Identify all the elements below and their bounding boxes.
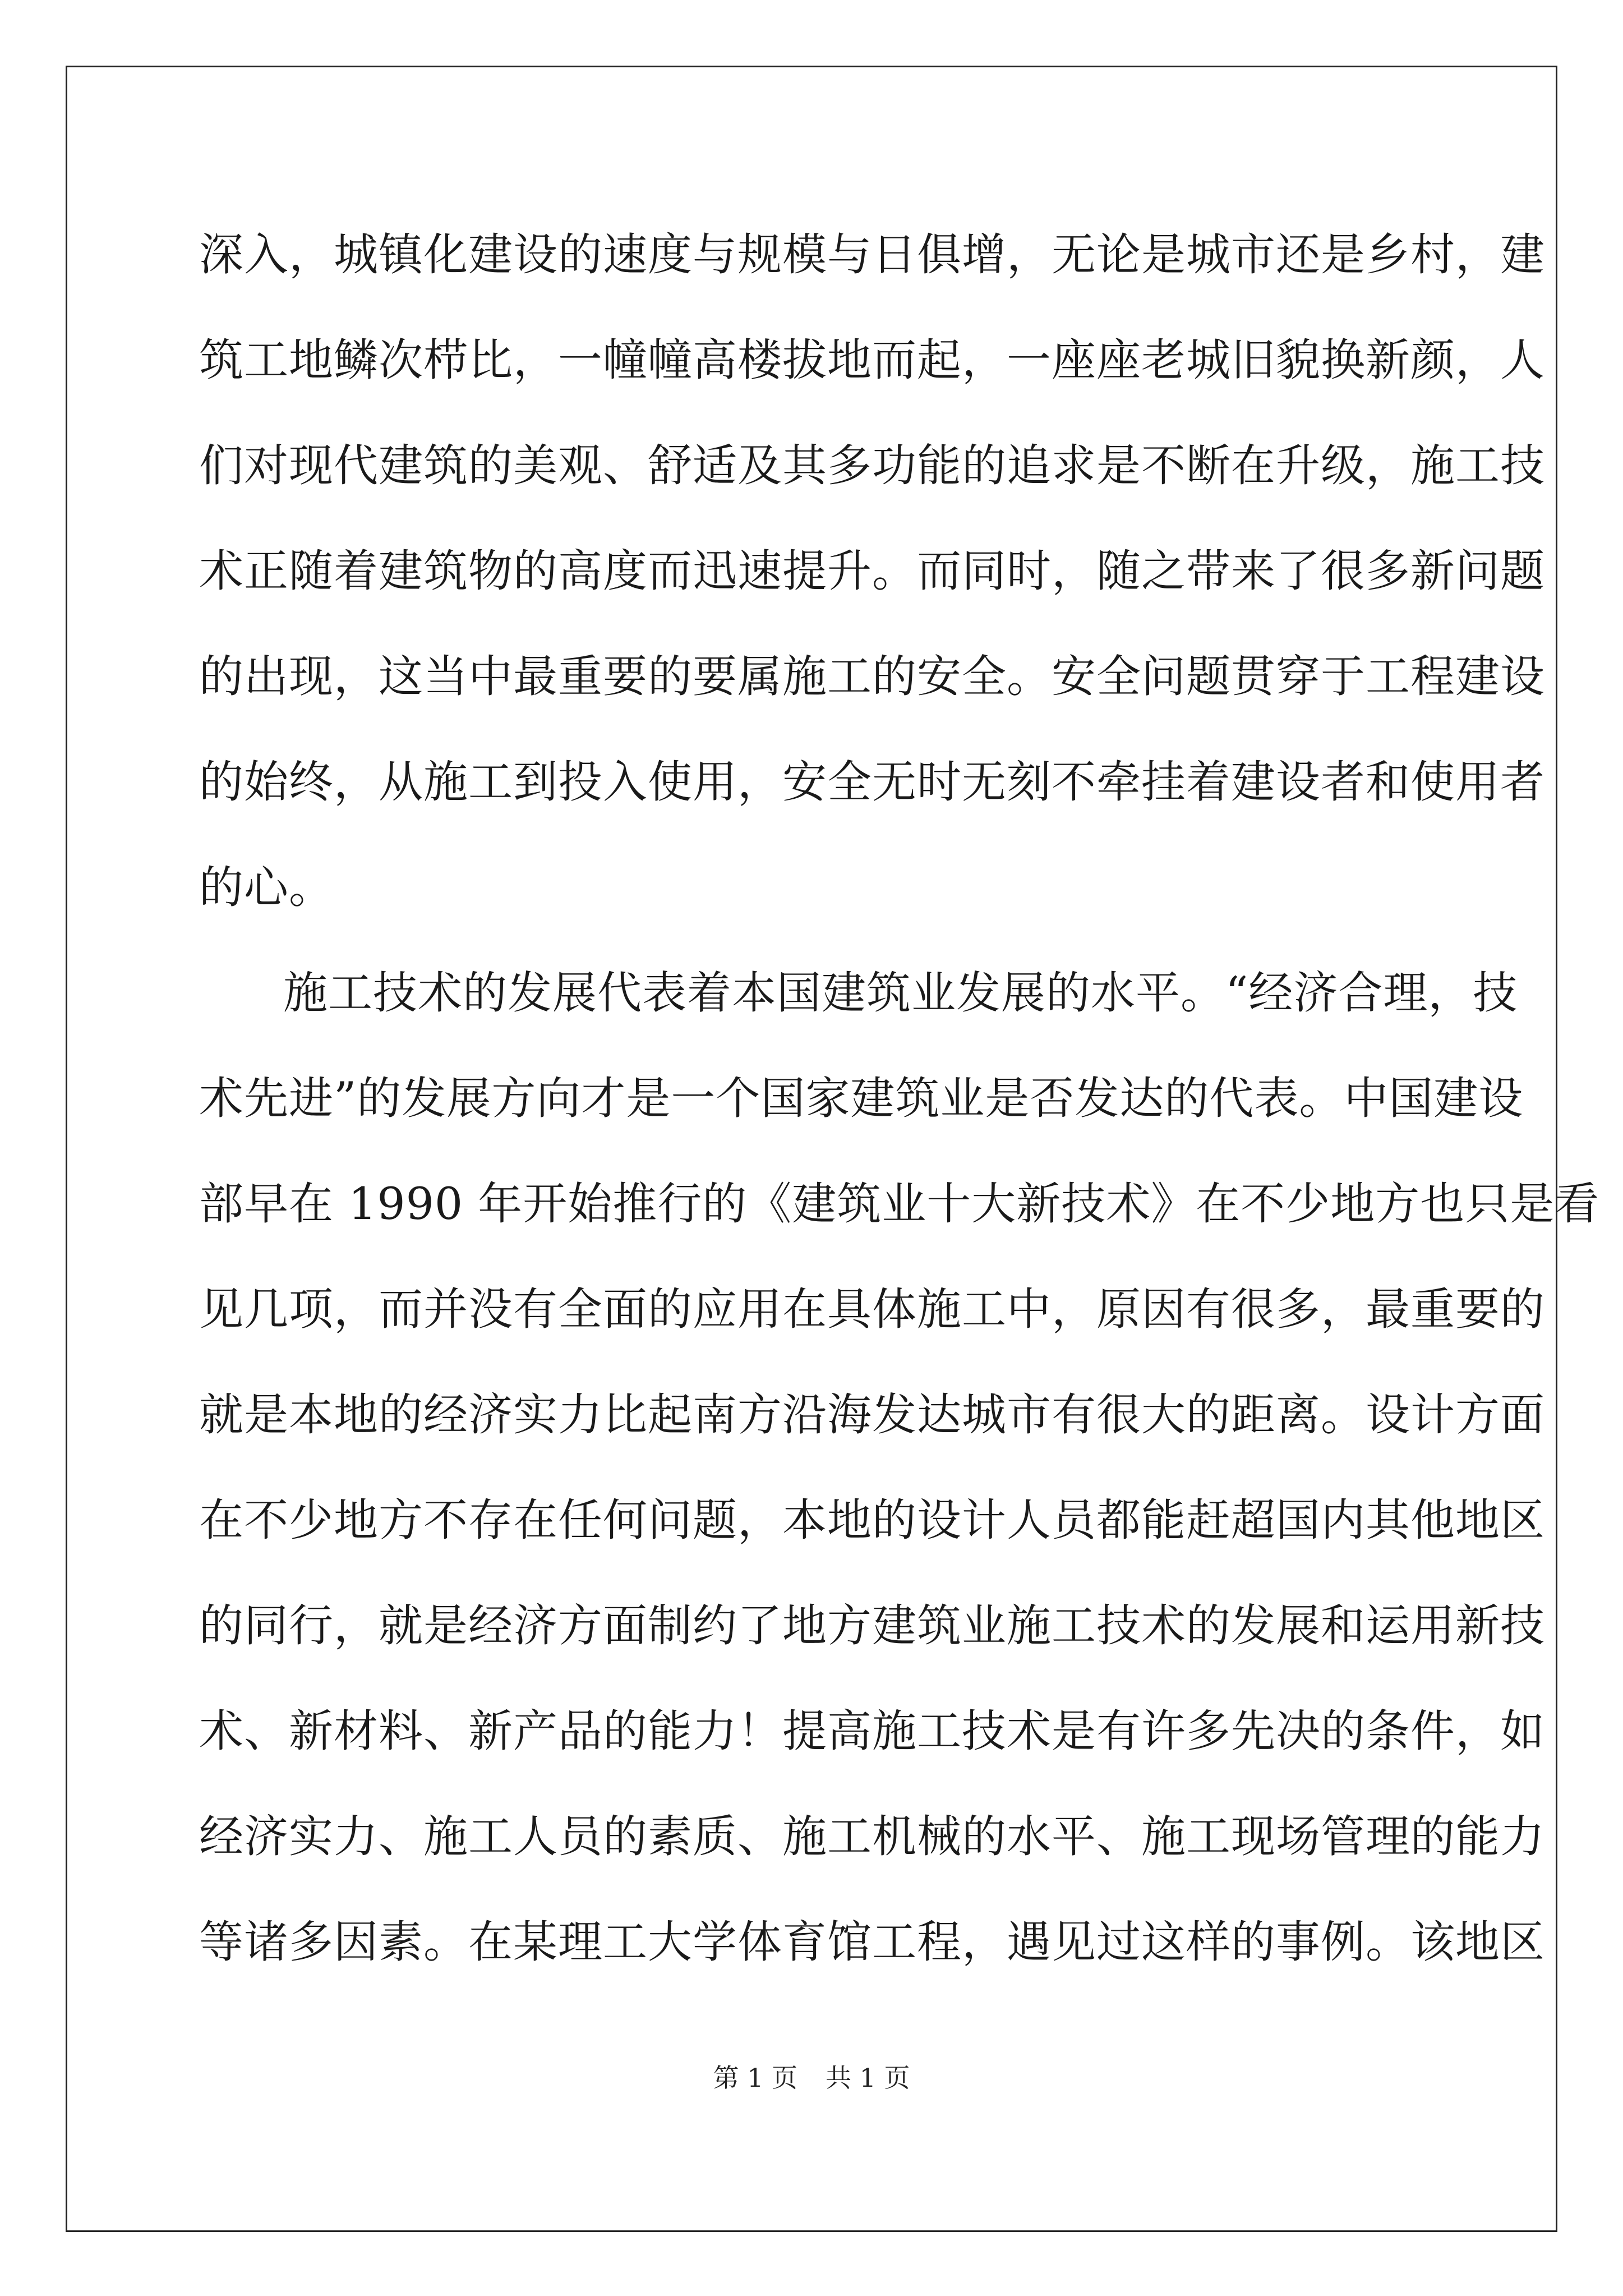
text-line: 的心。 xyxy=(199,862,334,913)
text-line: 们对现代建筑的美观、舒适及其多功能的追求是不断在升级，施工技 xyxy=(199,440,1545,491)
page-number-current: 第 1 页 xyxy=(713,2063,797,2093)
text-line: 见几项，而并没有全面的应用在具体施工中，原因有很多，最重要的 xyxy=(199,1283,1545,1335)
text-line: 术正随着建筑物的高度而迅速提升。而同时，随之带来了很多新问题 xyxy=(199,545,1545,597)
text-line: 深入，城镇化建设的速度与规模与日俱增，无论是城市还是乡村，建 xyxy=(199,229,1545,280)
text-line: 施工技术的发展代表着本国建筑业发展的水平。“经济合理，技 xyxy=(283,967,1518,1019)
text-line: 在不少地方不存在任何问题，本地的设计人员都能赶超国内其他地区 xyxy=(199,1494,1545,1546)
document-body xyxy=(199,202,1600,1995)
text-line: 部早在 1990 年开始推行的《建筑业十大新技术》在不少地方也只是看 xyxy=(199,1178,1600,1230)
text-line: 的出现，这当中最重要的要属施工的安全。安全问题贯穿于工程建设 xyxy=(199,651,1545,702)
text-line: 筑工地鳞次栉比，一幢幢高楼拔地而起，一座座老城旧貌换新颜，人 xyxy=(199,334,1545,386)
text-line: 等诸多因素。在某理工大学体育馆工程，遇见过这样的事例。该地区 xyxy=(199,1916,1545,1968)
text-line: 术先进”的发展方向才是一个国家建筑业是否发达的代表。中国建设 xyxy=(199,1073,1524,1124)
text-line: 就是本地的经济实力比起南方沿海发达城市有很大的距离。设计方面 xyxy=(199,1389,1545,1441)
page-footer xyxy=(0,2058,1623,2095)
text-line: 的同行，就是经济方面制约了地方建筑业施工技术的发展和运用新技 xyxy=(199,1600,1545,1651)
page-number-total: 共 1 页 xyxy=(826,2063,910,2093)
text-line: 术、新材料、新产品的能力！提高施工技术是有许多先决的条件，如 xyxy=(199,1705,1545,1757)
text-line: 经济实力、施工人员的素质、施工机械的水平、施工现场管理的能力 xyxy=(199,1811,1545,1862)
text-line: 的始终，从施工到投入使用，安全无时无刻不牵挂着建设者和使用者 xyxy=(199,756,1545,808)
